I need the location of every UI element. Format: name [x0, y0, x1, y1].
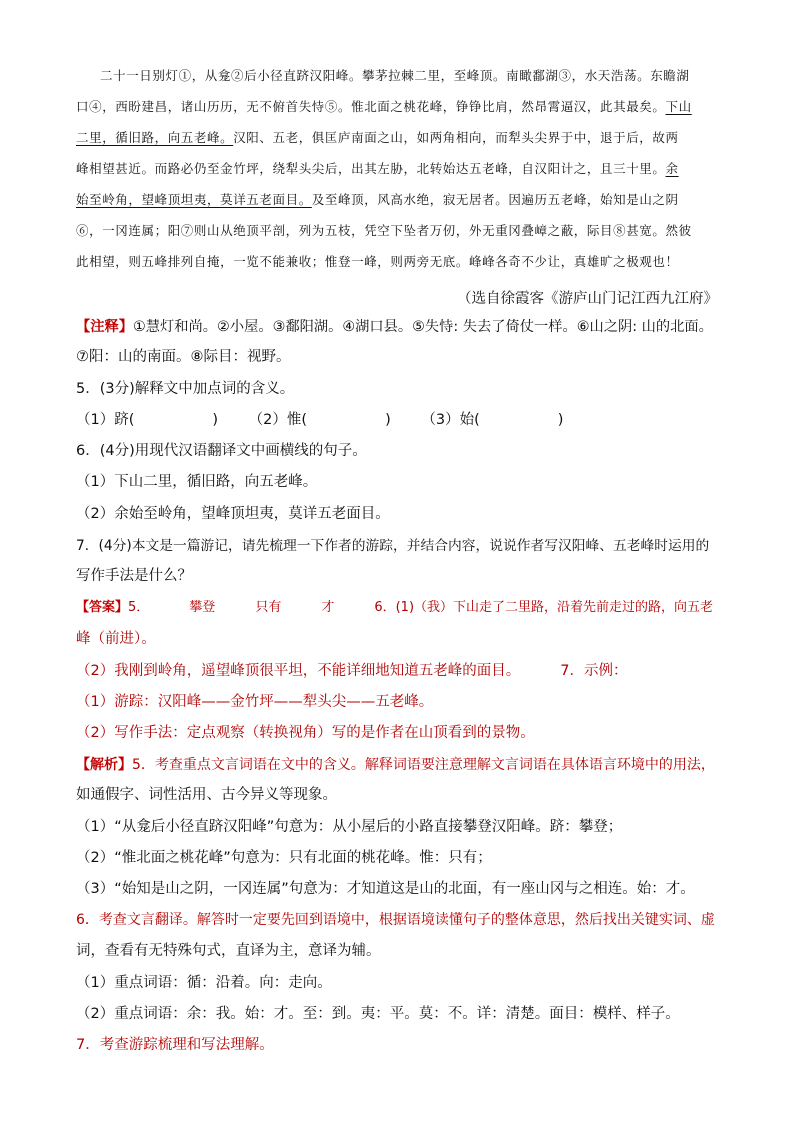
answer-5-2: 只有: [255, 600, 282, 615]
underlined-sentence: 余: [665, 161, 679, 176]
notes-label: 【注释】: [76, 319, 134, 335]
answer-6-2: （2）我刚到岭角，遥望峰顶很平坦，不能详细地知道五老峰的面目。: [76, 663, 521, 679]
passage-line-7: [76, 252, 679, 272]
analysis-5-1: （1）“从龛后小径直跻汉阳峰”句意为：从小屋后的小路直接攀登汉阳峰。跻：攀登；: [76, 819, 623, 835]
notes-line-2: ⑦阳：山的南面。⑧际目：视野。: [76, 349, 291, 365]
answer-6-1: 6．(1)（我）下山走了二里路，沿着先前走过的路，向五老: [374, 600, 714, 615]
q5-close: ): [557, 412, 564, 428]
q5-close: ): [212, 412, 219, 428]
answer-line-5: （2）写作手法：定点观察（转换视角）写的是作者在山顶看到的景物。: [76, 725, 535, 741]
passage-text: 汉阳、五老，俱匡庐南面之山，如两角相向，而犁头尖界于中，退于后，故两: [233, 130, 679, 145]
underlined-sentence: 下山: [665, 99, 692, 114]
answer-5-1: 攀登: [189, 600, 216, 615]
answer-line-2: 峰（前进）。: [76, 631, 156, 647]
q5-item-1: （1）跻(: [76, 412, 135, 428]
passage-line-6: [76, 221, 692, 241]
answer-line-3: [76, 661, 627, 681]
question-6-item-1: （1）下山二里，循旧路，向五老峰。: [76, 474, 318, 490]
q5-item-2: （2）惟(: [248, 412, 308, 428]
q5-close: ): [385, 412, 391, 428]
underlined-sentence: 二里，循旧路，向五老峰。: [76, 130, 234, 145]
analysis-line-1: [76, 755, 715, 775]
question-5-title: 5．(3分)解释文中加点词的含义。: [76, 381, 295, 397]
notes-line-1: [76, 317, 713, 337]
analysis-5-3: （3）“始知是山之阴，一冈连属”句意为：才知道这是山的北面，有一座山冈与之相连。始：才。: [76, 881, 695, 897]
passage-text: 峰相望甚近。而路必仍至金竹坪，绕犁头尖后，出其左胁，北转始达五老峰，自汉阳计之，且三十里。: [76, 161, 666, 176]
answer-line-1: [76, 598, 713, 618]
passage-line-2: [76, 97, 692, 117]
notes-text: ①慧灯和尚。②小屋。③鄱阳湖。④湖口县。⑤失恃: 失去了倚仗一样。⑥山之阴: 山的北面。: [133, 319, 713, 335]
answer-label: 【答案】: [76, 600, 129, 615]
answer-7-head: 7．示例：: [560, 663, 628, 679]
answer-5-3: 才: [321, 600, 335, 615]
analysis-label: 【解析】: [76, 757, 132, 773]
passage-line-1: [100, 66, 690, 86]
analysis-5-text: 5．考查重点文言词语在文中的含义。解释词语要注意理解文言词语在具体语言环境中的用法，: [132, 757, 715, 773]
passage-text: 二十一日别灯①，从龛②后小径直跻汉阳峰。攀茅拉棘二里，至峰顶。南瞰鄱湖③，水天浩荡。东瞻湖: [100, 68, 690, 83]
analysis-5-2: （2）“惟北面之桃花峰”句意为：只有北面的桃花峰。惟：只有；: [76, 850, 492, 866]
passage-line-4: [76, 159, 679, 179]
question-6-item-2: （2）余始至岭角，望峰顶坦夷，莫详五老面目。: [76, 506, 390, 522]
q5-item-3: （3）始(: [421, 412, 480, 428]
passage-line-5: [76, 190, 679, 210]
passage-text: ⑥，一冈连属；阳⑦则山从绝顶平剖，列为五枝，凭空下坠者万仞，外无重冈叠嶂之蔽，际目⑧甚宽。然彼: [76, 223, 692, 238]
answer-line-4: （1）游踪：汉阳峰——金竹坪——犁头尖——五老峰。: [76, 694, 434, 710]
analysis-6-2: （2）重点词语：余：我。始：才。至：到。夷：平。莫：不。详：清楚。面目：模样、样子。: [76, 1006, 680, 1022]
analysis-6-line-2: 词，查看有无特殊句式，直译为主，意译为辅。: [76, 943, 381, 959]
question-6-title: 6．(4分)用现代汉语翻译文中画横线的句子。: [76, 443, 367, 459]
analysis-6-1: （1）重点词语：循：沿着。向：走向。: [76, 975, 332, 991]
analysis-line-2: 如通假字、词性活用、古今异义等现象。: [76, 787, 337, 803]
passage-text: 及至峰顶，风高水绝，寂无居者。因遍历五老峰，始知是山之阴: [311, 192, 679, 207]
passage-line-3: [76, 128, 679, 148]
passage-text: 口④，西盼建昌，诸山历历，无不俯首失恃⑤。惟北面之桃花峰，铮铮比肩，然昂霄逼汉，此其最矣。: [76, 99, 666, 114]
answer-5-number: 5．: [128, 600, 150, 615]
question-7-title-line-1: 7．(4分)本文是一篇游记，请先梳理一下作者的游踪，并结合内容，说说作者写汉阳峰、五老峰时运用的: [76, 538, 710, 554]
underlined-sentence: 始至岭角，望峰顶坦夷，莫详五老面目。: [76, 192, 312, 207]
analysis-7: 7．考查游踪梳理和写法理解。: [76, 1037, 274, 1053]
analysis-6-line-1: 6．考查文言翻译。解答时一定要先回到语境中，根据语境读懂句子的整体意思，然后找出关键实词、虚: [76, 912, 715, 928]
question-5-items: [76, 410, 563, 430]
question-7-title-line-2: 写作手法是什么？: [76, 568, 192, 584]
passage-source: （选自徐霞客《游庐山门记江西九江府》: [457, 291, 718, 307]
passage-text: 此相望，则五峰排列自掩，一览不能兼收；惟登一峰，则两旁无底。峰峰各奇不少让，真雄旷之极观也！: [76, 254, 679, 269]
